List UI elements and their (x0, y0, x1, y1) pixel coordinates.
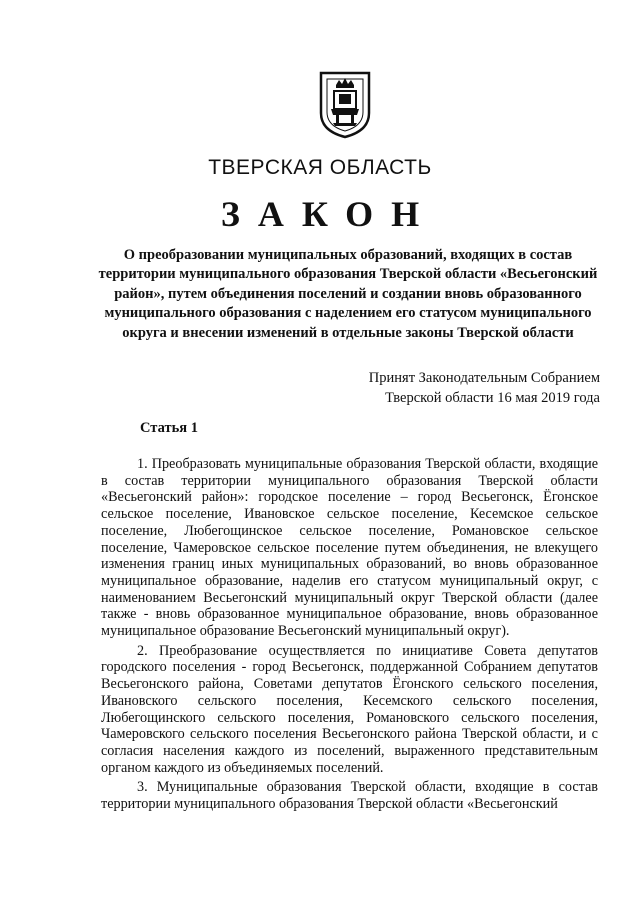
article-heading: Статья 1 (140, 420, 198, 436)
region-name: ТВЕРСКАЯ ОБЛАСТЬ (208, 156, 432, 179)
law-title: О преобразовании муниципальных образований, входящих в состав территории муниципального образования Тверской области «Весьегонский район», путем объединения поселений и создании вновь образованного муниципального образования с наделением его статусом муниципального округа и внесении изменений в отдельные законы Тверской области (98, 247, 598, 341)
paragraph-1: 1. Преобразовать муниципальные образования Тверской области, входящие в состав территории муниципального образования Тверской области «Весьегонский район»: городское поселение – город Весьегонск, Ёгонское сельское поселение, Ивановское сельское поселение, Кесемское сельское поселение, Любегощинское сельское поселение, Романовское сельское поселение, Чамеровское сельское поселение путем объединения, не влекущего изменения границ иных муниципальных образований, во вновь образованное муниципальное образование, наделив его статусом муниципальный округ, с наименованием Весьегонский муниципальный округ Тверской области (далее также - вновь образованное муниципальное образование, вновь образованное муниципальное образование Весьегонский муниципальный округ). (101, 456, 598, 640)
adoption-note (369, 368, 600, 408)
document-type-heading: ЗАКОН (220, 194, 438, 234)
adoption-line-2: Тверской области 16 мая 2019 года (385, 390, 600, 406)
paragraph-3: 3. Муниципальные образования Тверской области, входящие в состав территории муниципального образования Тверской области «Весьегонский (101, 779, 598, 813)
paragraph-2: 2. Преобразование осуществляется по инициативе Совета депутатов городского поселения - город Весьегонск, поддержанной Собранием депутатов Весьегонского района, Советами депутатов Ёгонского сельского поселения, Ивановского сельского поселения, Кесемского сельского поселения, Любегощинского сельского поселения, Романовского сельского поселения, Чамеровского сельского поселения Весьегонского района Тверской области, и с согласия населения каждого из поселений, выраженного представительным органом каждого из объединяемых поселений. (101, 642, 598, 776)
adoption-line-1: Принят Законодательным Собранием (368, 370, 600, 386)
coat-of-arms-emblem (317, 69, 373, 139)
article-body (101, 456, 598, 816)
